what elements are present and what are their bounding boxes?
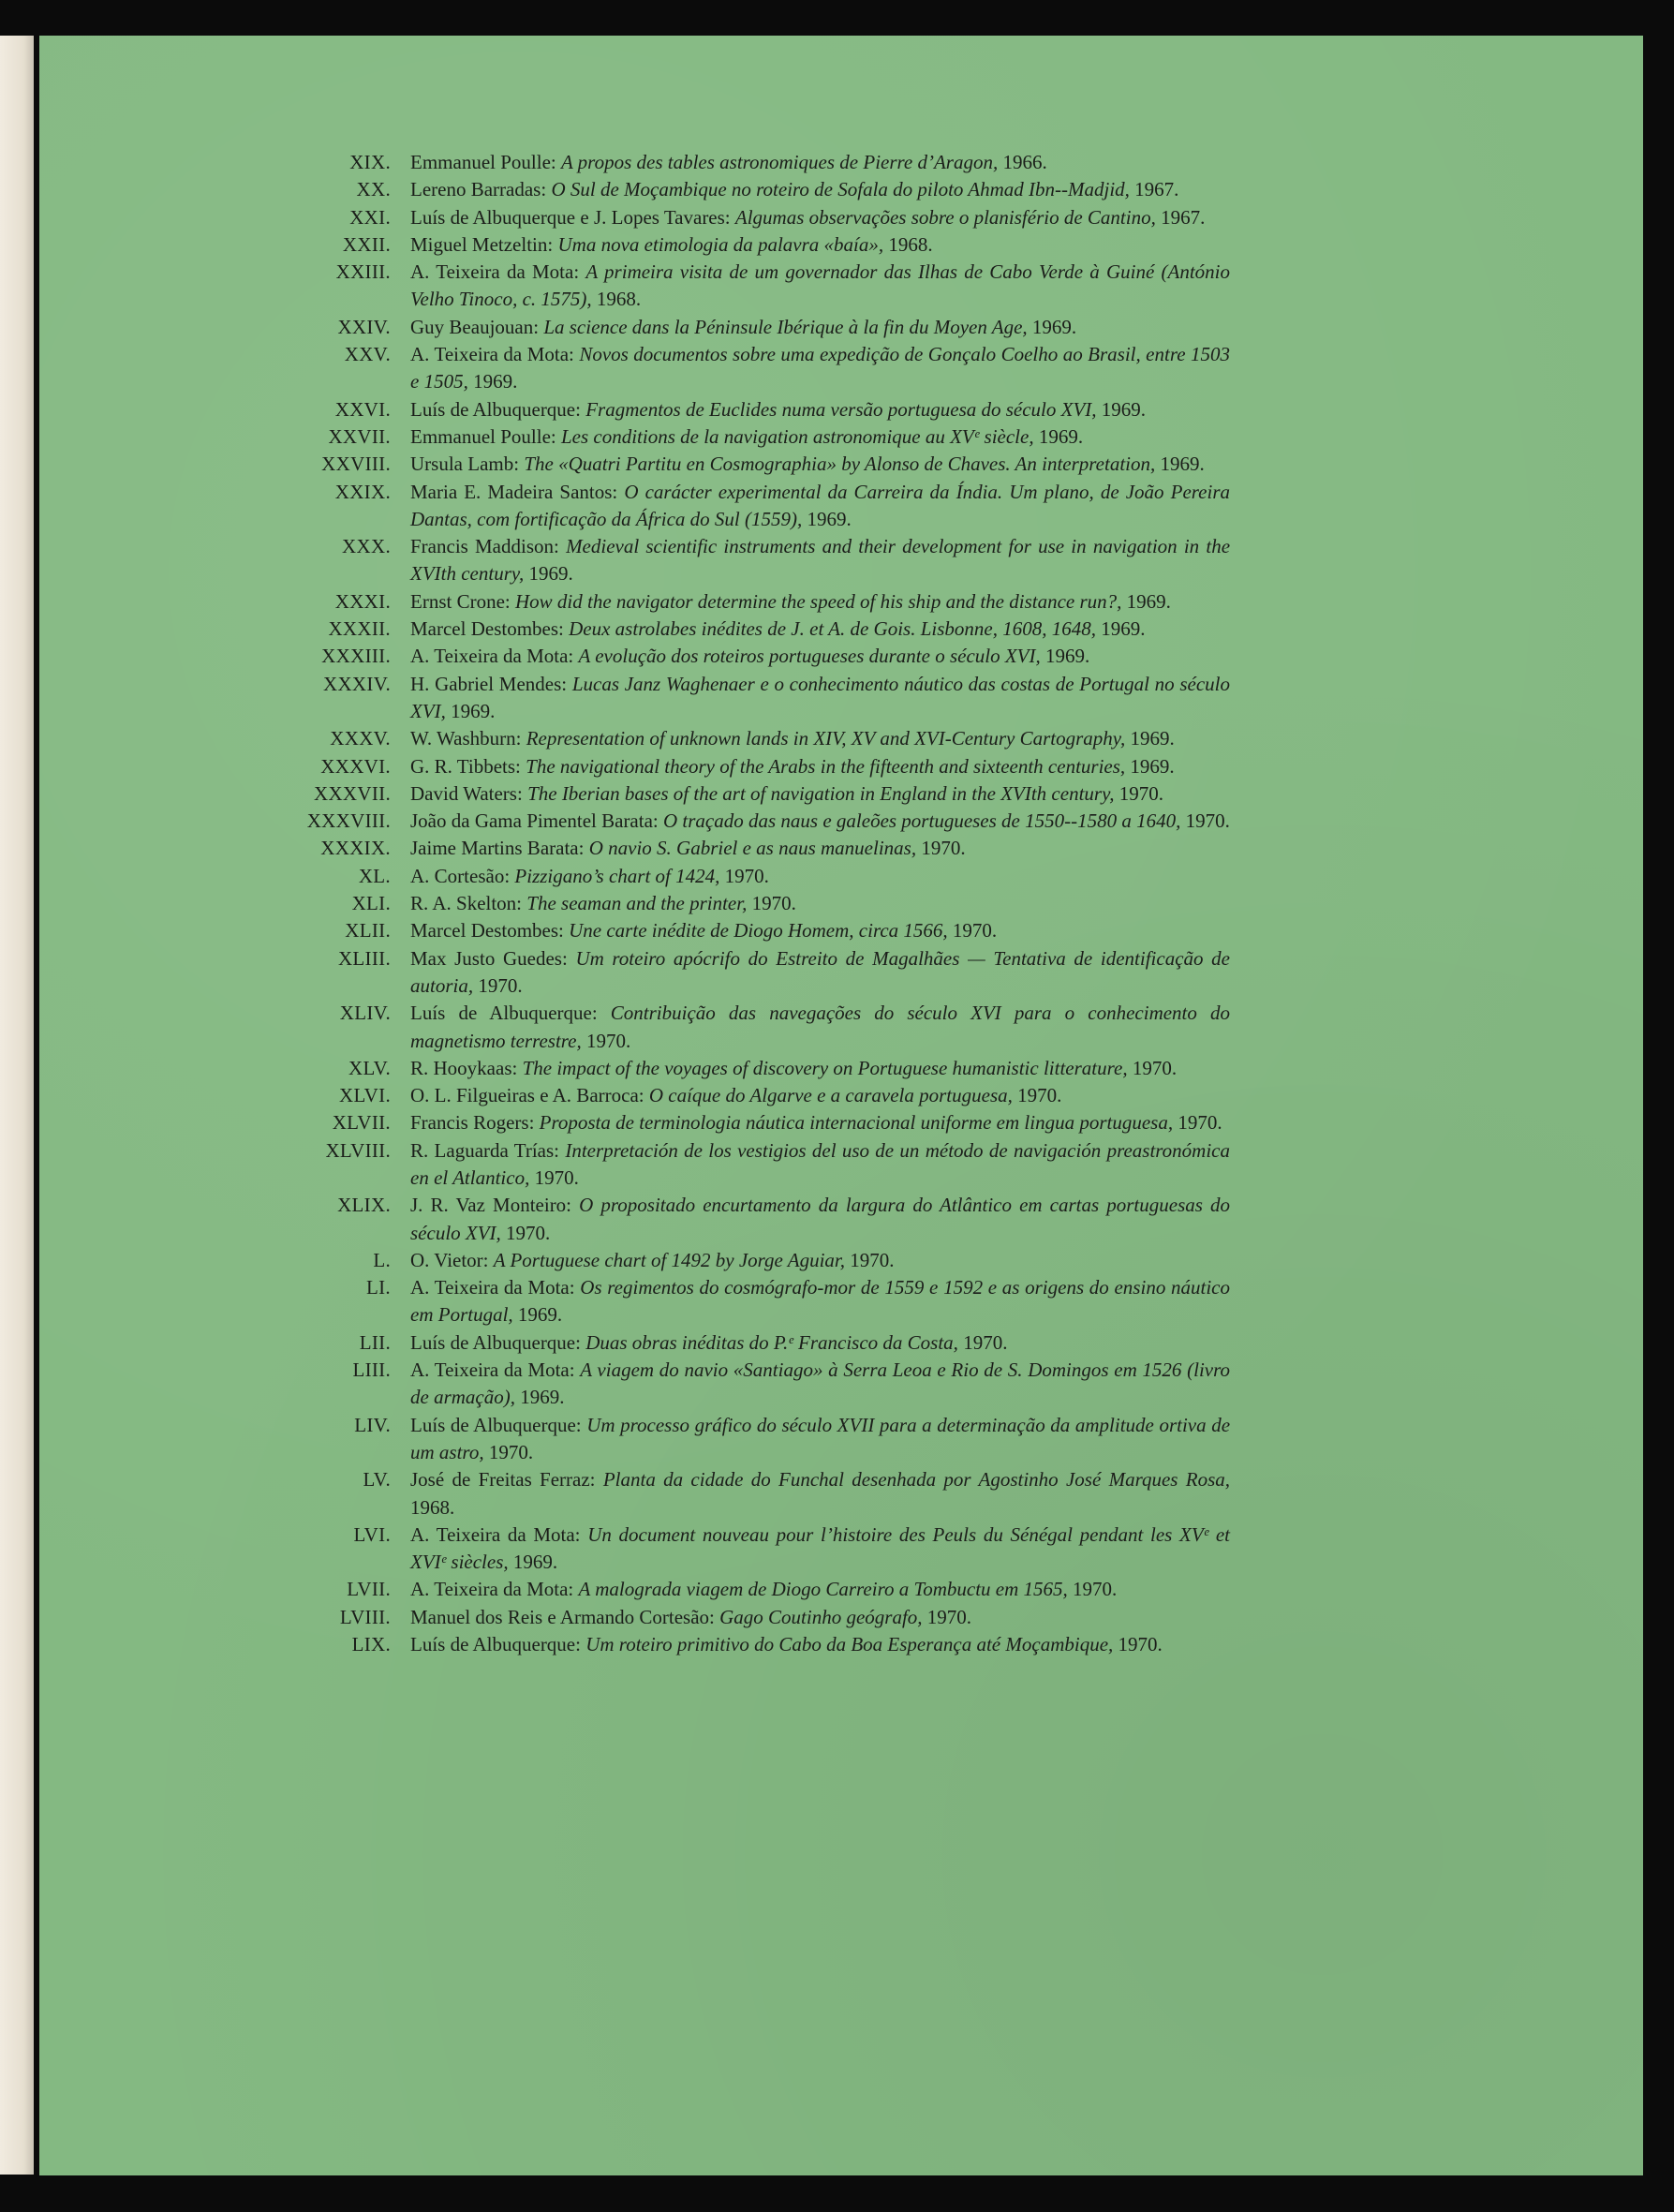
entry-author: João da Gama Pimentel Barata: xyxy=(410,809,659,833)
entry-year: 1969. xyxy=(473,370,518,393)
list-item xyxy=(39,1357,1643,1412)
entry-year: 1970. xyxy=(1185,809,1230,833)
entry-title: A viagem do navio «Santiago» à Serra Leoa e Rio de S. Domingos em 1526 (livro de armação), xyxy=(410,1358,1231,1409)
entry-text xyxy=(410,1109,1230,1136)
list-item xyxy=(39,1522,1643,1577)
entry-number: XL. xyxy=(358,864,391,887)
entry-title: Interpretación de los vestigios del uso de un método de navigación preastronómica en el Atlantico, xyxy=(410,1138,1231,1189)
entry-author: Luís de Albuquerque: xyxy=(410,1633,581,1656)
entry-year: 1970. xyxy=(478,973,523,997)
entry-text xyxy=(410,780,1230,808)
entry-title: Um roteiro primitivo do Cabo da Boa Esperança até Moçambique, xyxy=(585,1633,1114,1656)
list-item xyxy=(39,725,1643,752)
list-item xyxy=(39,1576,1643,1603)
entry-year: 1969. xyxy=(528,562,573,586)
entry-title: Contribuição das navegações do século XVI para o conhecimento do magnetismo terrestre, xyxy=(410,1002,1230,1052)
list-item xyxy=(39,204,1643,231)
list-item xyxy=(39,588,1643,616)
entry-number: XXV. xyxy=(344,343,391,366)
list-item xyxy=(39,643,1643,670)
entry-author: Emmanuel Poulle: xyxy=(410,151,556,173)
entry-title: Um processo gráfico do século XVII para a determinação da amplitude ortiva de um astro, xyxy=(410,1413,1231,1463)
entry-text xyxy=(410,314,1230,341)
entry-year: 1970. xyxy=(1017,1084,1062,1107)
entry-author: A. Teixeira da Mota: xyxy=(410,1358,575,1382)
entry-year: 1970. xyxy=(850,1248,895,1271)
entry-text xyxy=(410,1357,1230,1412)
entry-title: A malograda viagem de Diogo Carreiro a Tombuctu em 1565, xyxy=(578,1578,1068,1601)
entry-author: Luís de Albuquerque: xyxy=(410,1002,598,1025)
list-item xyxy=(39,1082,1643,1109)
entry-number: LI. xyxy=(366,1276,391,1299)
entry-title: Planta da cidade do Funchal desenhada por Agostinho José Marques Rosa, xyxy=(602,1468,1231,1492)
entry-year: 1970. xyxy=(1178,1111,1222,1135)
entry-year: 1969. xyxy=(1045,645,1090,668)
entry-number: LVI. xyxy=(353,1522,391,1546)
entry-text xyxy=(410,1412,1230,1467)
entry-year: 1969. xyxy=(517,1303,563,1327)
entry-title: Algumas observações sobre o planisfério de Cantino, xyxy=(734,205,1156,229)
list-item xyxy=(39,890,1643,917)
list-item xyxy=(39,396,1643,423)
entry-author: R. A. Skelton: xyxy=(410,892,523,915)
entry-text xyxy=(410,1604,1230,1631)
entry-title: Os regimentos do cosmógrafo-mor de 1559 e 1592 e as origens do ensino náutico em Portugal, xyxy=(410,1276,1230,1327)
entry-number: XXXIV. xyxy=(323,672,391,695)
entry-number: XXVIII. xyxy=(321,453,391,476)
entry-author: A. Teixeira da Mota: xyxy=(410,1578,574,1601)
entry-year: 1969. xyxy=(1031,315,1077,338)
list-item xyxy=(39,176,1643,203)
entry-author: Maria E. Madeira Santos: xyxy=(410,480,618,503)
list-item xyxy=(39,259,1643,314)
entry-year: 1966. xyxy=(1002,151,1047,173)
entry-author: Luís de Albuquerque: xyxy=(410,397,581,421)
entry-year: 1967. xyxy=(1134,178,1179,201)
entry-year: 1970. xyxy=(926,1605,972,1628)
entry-number: XXXVIII. xyxy=(306,809,391,833)
entry-title: The «Quatri Partitu en Cosmographia» by Alonso de Chaves. An interpretation, xyxy=(524,453,1156,476)
entry-year: 1967. xyxy=(1161,205,1206,229)
entry-author: W. Washburn: xyxy=(410,727,522,750)
entry-number: XXXVII. xyxy=(314,781,391,805)
entry-author: Francis Rogers: xyxy=(410,1111,535,1135)
entry-number: XLVII. xyxy=(332,1111,391,1135)
entry-text xyxy=(410,533,1230,588)
entry-text xyxy=(410,1466,1230,1522)
list-item xyxy=(39,1631,1643,1658)
book-spine-edge xyxy=(0,36,34,2175)
entry-author: David Waters: xyxy=(410,781,523,805)
publication-list xyxy=(39,149,1643,1658)
list-item xyxy=(39,451,1643,478)
entry-year: 1969. xyxy=(1038,424,1084,448)
entry-author: Emmanuel Poulle: xyxy=(410,424,556,448)
entry-text xyxy=(410,1247,1230,1274)
entry-author: Marcel Destombes: xyxy=(410,919,564,943)
entry-title: Un document nouveau pour l’histoire des Peuls du Sénégal pendant les XVᵉ et XVIᵉ siècles, xyxy=(410,1522,1230,1574)
entry-year: 1970. xyxy=(1132,1056,1178,1079)
entry-title: O navio S. Gabriel e as naus manuelinas, xyxy=(588,837,917,860)
entry-title: Deux astrolabes inédites de J. et A. de Gois. Lisbonne, 1608, 1648, xyxy=(569,617,1096,641)
entry-number: XLIV. xyxy=(339,1002,391,1025)
entry-year: 1970. xyxy=(586,1029,631,1052)
list-item xyxy=(39,1000,1643,1055)
entry-author: José de Freitas Ferraz: xyxy=(410,1468,596,1492)
list-item xyxy=(39,1329,1643,1357)
entry-year: 1969. xyxy=(1130,754,1175,778)
entry-author: Luís de Albuquerque: xyxy=(410,1413,582,1436)
entry-text xyxy=(410,451,1230,478)
entry-author: J. R. Vaz Monteiro: xyxy=(410,1194,572,1217)
entry-year: 1968. xyxy=(888,232,933,256)
entry-number: XXXII. xyxy=(328,617,391,641)
entry-author: Luís de Albuquerque: xyxy=(410,1330,581,1354)
entry-number: XXI. xyxy=(349,205,391,229)
list-item xyxy=(39,1247,1643,1274)
entry-number: XLIX. xyxy=(337,1194,391,1217)
entry-author: Miguel Metzeltin: xyxy=(410,232,554,256)
list-item xyxy=(39,917,1643,944)
entry-year: 1969. xyxy=(1101,397,1147,421)
entry-number: XXXIX. xyxy=(320,837,391,860)
entry-number: LVIII. xyxy=(339,1605,391,1628)
entry-number: XLV. xyxy=(348,1056,391,1079)
entry-title: The seaman and the printer, xyxy=(526,892,748,915)
entry-text xyxy=(410,1274,1230,1329)
entry-number: XIX. xyxy=(349,151,391,173)
entry-text xyxy=(410,1631,1230,1658)
entry-title: A Portuguese chart of 1492 by Jorge Aguiar, xyxy=(493,1248,846,1271)
entry-year: 1969. xyxy=(520,1386,565,1409)
entry-author: Manuel dos Reis e Armando Cortesão: xyxy=(410,1605,715,1628)
list-item xyxy=(39,479,1643,534)
entry-year: 1970. xyxy=(751,892,796,915)
entry-number: XLII. xyxy=(345,919,391,943)
list-item xyxy=(39,945,1643,1001)
entry-text xyxy=(410,396,1230,423)
entry-title: Proposta de terminologia náutica internacional uniforme em lingua portuguesa, xyxy=(539,1111,1174,1135)
entry-text xyxy=(410,643,1230,670)
entry-number: XLVI. xyxy=(339,1084,391,1107)
entry-text xyxy=(410,231,1230,259)
entry-number: LIV. xyxy=(354,1413,391,1436)
entry-year: 1970. xyxy=(1118,1633,1163,1656)
entry-title: Une carte inédite de Diogo Homem, circa 1566, xyxy=(569,919,948,943)
entry-text xyxy=(410,671,1230,726)
entry-number: XXVII. xyxy=(328,424,391,448)
entry-year: 1969. xyxy=(1101,617,1146,641)
list-item xyxy=(39,423,1643,451)
entry-title: Medieval scientific instruments and their development for use in navigation in the XVIth century, xyxy=(410,535,1231,586)
entry-text xyxy=(410,808,1230,835)
entry-title: Representation of unknown lands in XIV, XV and XVI-Century Cartography, xyxy=(526,727,1126,750)
entry-number: XXVI. xyxy=(334,397,391,421)
entry-year: 1970. xyxy=(963,1330,1008,1354)
list-item xyxy=(39,1466,1643,1522)
entry-author: H. Gabriel Mendes: xyxy=(410,672,568,695)
list-item xyxy=(39,808,1643,835)
entry-title: O Sul de Moçambique no roteiro de Sofala do piloto Ahmad Ibn--Madjid, xyxy=(551,178,1130,201)
entry-author: Francis Maddison: xyxy=(410,535,559,558)
entry-year: 1969. xyxy=(1130,727,1175,750)
entry-number: L. xyxy=(373,1248,391,1271)
entry-number: XXII. xyxy=(342,232,391,256)
entry-year: 1969. xyxy=(1126,589,1171,613)
list-item xyxy=(39,231,1643,259)
entry-text xyxy=(410,753,1230,780)
list-item xyxy=(39,533,1643,588)
entry-author: Max Justo Guedes: xyxy=(410,946,568,970)
entry-text xyxy=(410,479,1230,534)
entry-author: A. Cortesão: xyxy=(410,864,511,887)
entry-author: R. Laguarda Trías: xyxy=(410,1138,560,1162)
entry-text xyxy=(410,1000,1230,1055)
entry-year: 1970. xyxy=(952,919,998,943)
entry-text xyxy=(410,1192,1230,1247)
entry-title: A propos des tables astronomiques de Pierre d’Aragon, xyxy=(560,151,999,173)
entry-text xyxy=(410,863,1230,890)
entry-author: A. Teixeira da Mota: xyxy=(410,343,574,366)
entry-year: 1970. xyxy=(921,837,966,860)
entry-title: O propositado encurtamento da largura do Atlântico em cartas portuguesas do século XVI, xyxy=(410,1194,1230,1244)
entry-year: 1970. xyxy=(506,1221,551,1244)
list-item xyxy=(39,1412,1643,1467)
entry-text xyxy=(410,945,1230,1001)
entry-number: XLI. xyxy=(351,892,391,915)
entry-text xyxy=(410,176,1230,203)
list-item xyxy=(39,149,1643,176)
entry-text xyxy=(410,917,1230,944)
entry-text xyxy=(410,1522,1230,1577)
entry-text xyxy=(410,890,1230,917)
entry-author: Ernst Crone: xyxy=(410,589,511,613)
entry-author: Luís de Albuquerque e J. Lopes Tavares: xyxy=(410,205,731,229)
entry-year: 1970. xyxy=(488,1440,534,1463)
entry-title: Les conditions de la navigation astronomique au XVᵉ siècle, xyxy=(560,424,1034,448)
entry-number: XXIII. xyxy=(335,260,391,284)
entry-text xyxy=(410,341,1230,396)
list-item xyxy=(39,671,1643,726)
entry-text xyxy=(410,1137,1230,1193)
list-item xyxy=(39,1055,1643,1082)
list-item xyxy=(39,341,1643,396)
entry-title: O caíque do Algarve e a caravela portuguesa, xyxy=(648,1084,1013,1107)
entry-number: XLVIII. xyxy=(325,1138,391,1162)
entry-number: XXIV. xyxy=(337,315,391,338)
entry-number: XXIX. xyxy=(334,480,391,503)
list-item xyxy=(39,753,1643,780)
entry-number: XX. xyxy=(356,178,391,201)
list-item xyxy=(39,780,1643,808)
entry-text xyxy=(410,1329,1230,1357)
entry-text xyxy=(410,204,1230,231)
entry-number: XXXIII. xyxy=(321,645,391,668)
entry-title: Novos documentos sobre uma expedição de Gonçalo Coelho ao Brasil, entre 1503 e 1505, xyxy=(410,343,1230,393)
entry-year: 1970. xyxy=(534,1165,579,1189)
entry-author: Lereno Barradas: xyxy=(410,178,547,201)
entry-title: Gago Coutinho geógrafo, xyxy=(719,1605,923,1628)
entry-number: XXXVI. xyxy=(320,754,391,778)
entry-author: A. Teixeira da Mota: xyxy=(410,260,580,284)
entry-text xyxy=(410,259,1230,314)
entry-title: The Iberian bases of the art of navigation in England in the XVIth century, xyxy=(527,781,1115,805)
entry-author: O. Vietor: xyxy=(410,1248,489,1271)
entry-title: Pizzigano’s chart of 1424, xyxy=(514,864,720,887)
entry-number: XXXV. xyxy=(330,727,391,750)
entry-author: G. R. Tibbets: xyxy=(410,754,521,778)
entry-year: 1970. xyxy=(724,864,769,887)
list-item xyxy=(39,1274,1643,1329)
entry-title: A evolução dos roteiros portugueses durante o século XVI, xyxy=(578,645,1041,668)
entry-text xyxy=(410,835,1230,862)
entry-year: 1970. xyxy=(1073,1578,1118,1601)
entry-title: Um roteiro apócrifo do Estreito de Magalhães — Tentativa de identificação de autoria, xyxy=(410,946,1230,997)
entry-text xyxy=(410,1055,1230,1082)
list-item xyxy=(39,1109,1643,1136)
entry-year: 1969. xyxy=(451,699,496,722)
entry-text xyxy=(410,588,1230,616)
entry-author: A. Teixeira da Mota: xyxy=(410,1522,581,1546)
entry-text xyxy=(410,1576,1230,1603)
entry-author: Jaime Martins Barata: xyxy=(410,837,585,860)
list-item xyxy=(39,616,1643,643)
entry-number: XXX. xyxy=(342,535,391,558)
entry-number: XLIII. xyxy=(337,946,391,970)
list-item xyxy=(39,1192,1643,1247)
entry-author: R. Hooykaas: xyxy=(410,1056,518,1079)
entry-number: LIX. xyxy=(351,1633,391,1656)
entry-year: 1968. xyxy=(596,288,642,311)
entry-year: 1968. xyxy=(410,1495,455,1519)
entry-year: 1969. xyxy=(807,507,852,530)
entry-year: 1969. xyxy=(512,1551,558,1574)
list-item xyxy=(39,863,1643,890)
entry-title: The impact of the voyages of discovery on Portuguese humanistic litterature, xyxy=(522,1056,1128,1079)
list-item xyxy=(39,1604,1643,1631)
entry-title: Fragmentos de Euclides numa versão portuguesa do século XVI, xyxy=(585,397,1097,421)
entry-number: LVII. xyxy=(347,1578,391,1601)
entry-title: O traçado das naus e galeões portugueses de 1550--1580 a 1640, xyxy=(663,809,1181,833)
entry-text xyxy=(410,725,1230,752)
entry-title: Duas obras inéditas do P.ᵉ Francisco da Costa, xyxy=(585,1330,958,1354)
entry-author: A. Teixeira da Mota: xyxy=(410,645,574,668)
entry-author: A. Teixeira da Mota: xyxy=(410,1276,575,1299)
entry-author: Marcel Destombes: xyxy=(410,617,564,641)
entry-title: O carácter experimental da Carreira da Índia. Um plano, de João Pereira Dantas, com fortificação da África do Sul (1559), xyxy=(410,480,1230,530)
entry-title: La science dans la Péninsule Ibérique à la fin du Moyen Age, xyxy=(543,315,1028,338)
entry-text xyxy=(410,1082,1230,1109)
list-item xyxy=(39,314,1643,341)
entry-year: 1969. xyxy=(1160,453,1205,476)
entry-author: Ursula Lamb: xyxy=(410,453,520,476)
entry-title: The navigational theory of the Arabs in the fifteenth and sixteenth centuries, xyxy=(526,754,1126,778)
entry-number: LV. xyxy=(363,1468,391,1492)
entry-title: A primeira visita de um governador das Ilhas de Cabo Verde à Guiné (António Velho Tinoco, c. 1575), xyxy=(410,260,1230,311)
list-item xyxy=(39,1137,1643,1193)
list-item xyxy=(39,835,1643,862)
entry-title: Lucas Janz Waghenaer e o conhecimento náutico das costas de Portugal no século XVI, xyxy=(410,672,1230,722)
entry-year: 1970. xyxy=(1118,781,1163,805)
entry-title: How did the navigator determine the speed of his ship and the distance run?, xyxy=(514,589,1122,613)
entry-number: LII. xyxy=(359,1330,391,1354)
page xyxy=(39,36,1643,2175)
entry-author: Guy Beaujouan: xyxy=(410,315,540,338)
entry-text xyxy=(410,149,1230,176)
entry-text xyxy=(410,616,1230,643)
entry-text xyxy=(410,423,1230,451)
entry-number: XXXI. xyxy=(334,589,391,613)
entry-author: O. L. Filgueiras e A. Barroca: xyxy=(410,1084,644,1107)
entry-title: Uma nova etimologia da palavra «baía», xyxy=(557,232,884,256)
entry-number: LIII. xyxy=(352,1358,391,1382)
